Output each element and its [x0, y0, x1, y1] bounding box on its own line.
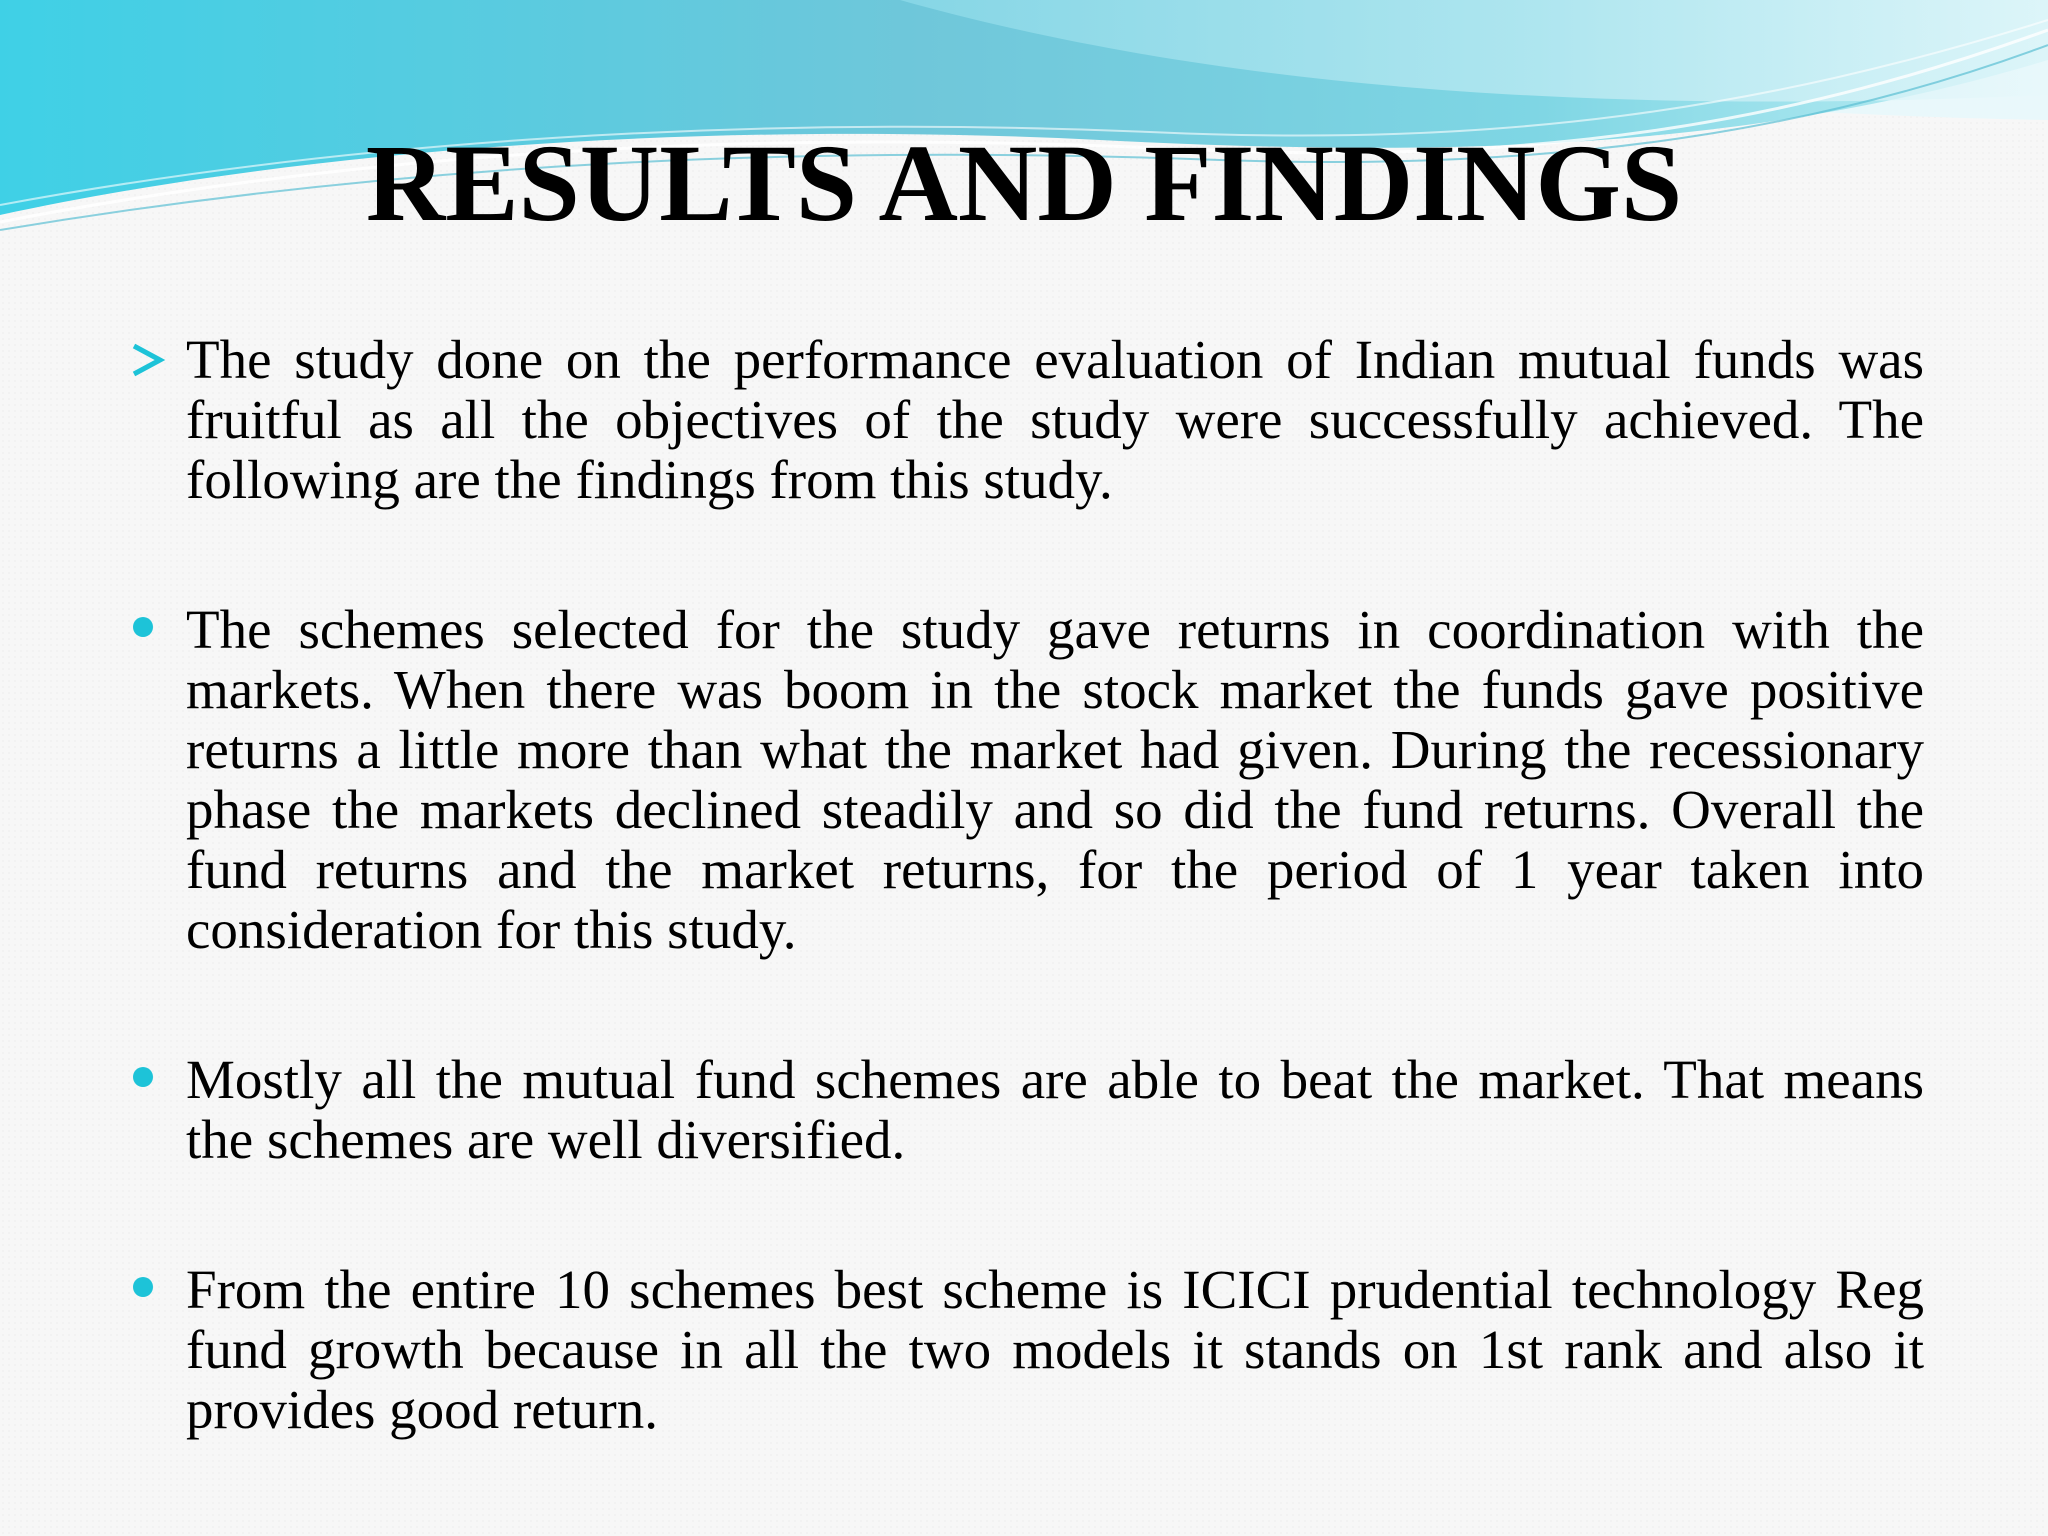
dot-bullet-icon [133, 1277, 153, 1297]
bullet-item-1: The study done on the performance evaluation of Indian mutual funds was fruitful as all the objectives of the study were successfully achieved. The following are the findings from this study. [186, 329, 1924, 510]
dot-bullet-icon [133, 617, 153, 637]
bullet-item-3: Mostly all the mutual fund schemes are able to beat the market. That means the schemes are well diversified. [186, 1049, 1924, 1170]
slide-title: RESULTS AND FINDINGS [365, 122, 1683, 244]
bullet-item-4: From the entire 10 schemes best scheme is ICICI prudential technology Reg fund growth because in all the two models it stands on 1st rank and also it provides good return. [186, 1259, 1924, 1440]
arrow-bullet-icon [128, 340, 168, 380]
bullet-item-2: The schemes selected for the study gave returns in coordination with the markets. When there was boom in the stock market the funds gave positive returns a little more than what the market had given. During the recessionary phase the markets declined steadily and so did the fund returns. Overall the fund returns and the market returns, for the period of 1 year taken into consideration for this study. [186, 599, 1924, 960]
dot-bullet-icon [133, 1067, 153, 1087]
